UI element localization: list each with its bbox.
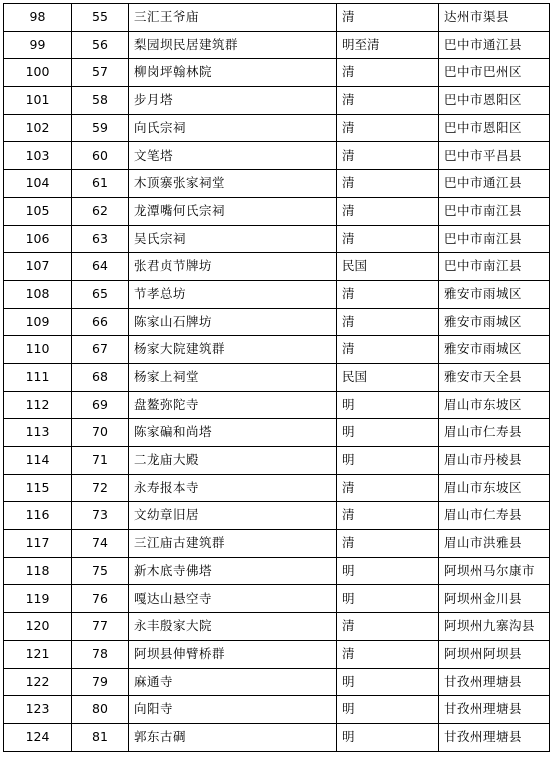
site-name-cell: 柳岗坪翰林院 [129, 59, 337, 87]
sub-number-cell: 62 [72, 197, 129, 225]
table-row [4, 474, 550, 502]
sub-number-cell: 74 [72, 530, 129, 558]
site-name-cell: 向阳寺 [129, 696, 337, 724]
era-cell: 明 [337, 723, 439, 751]
location-cell: 雅安市天全县 [439, 363, 550, 391]
era-cell: 清 [337, 336, 439, 364]
serial-number-cell: 124 [4, 723, 72, 751]
site-name-cell: 文幼章旧居 [129, 502, 337, 530]
era-cell: 明 [337, 447, 439, 475]
site-name-cell: 盘鳌弥陀寺 [129, 391, 337, 419]
serial-number-cell: 107 [4, 253, 72, 281]
era-cell: 民国 [337, 253, 439, 281]
sub-number-cell: 75 [72, 557, 129, 585]
serial-number-cell: 100 [4, 59, 72, 87]
table-row [4, 114, 550, 142]
serial-number-cell: 102 [4, 114, 72, 142]
location-cell: 甘孜州理塘县 [439, 668, 550, 696]
era-cell: 清 [337, 4, 439, 32]
site-name-cell: 吴氏宗祠 [129, 225, 337, 253]
table-row [4, 696, 550, 724]
site-name-cell: 杨家上祠堂 [129, 363, 337, 391]
serial-number-cell: 108 [4, 280, 72, 308]
sub-number-cell: 68 [72, 363, 129, 391]
sub-number-cell: 61 [72, 170, 129, 198]
location-cell: 眉山市仁寿县 [439, 419, 550, 447]
era-cell: 清 [337, 640, 439, 668]
location-cell: 阿坝州九寨沟县 [439, 613, 550, 641]
serial-number-cell: 113 [4, 419, 72, 447]
table-row [4, 391, 550, 419]
sub-number-cell: 66 [72, 308, 129, 336]
sub-number-cell: 59 [72, 114, 129, 142]
location-cell: 雅安市雨城区 [439, 336, 550, 364]
serial-number-cell: 106 [4, 225, 72, 253]
location-cell: 甘孜州理塘县 [439, 696, 550, 724]
sub-number-cell: 80 [72, 696, 129, 724]
table-row [4, 530, 550, 558]
era-cell: 清 [337, 87, 439, 115]
location-cell: 巴中市恩阳区 [439, 114, 550, 142]
era-cell: 清 [337, 114, 439, 142]
location-cell: 巴中市巴州区 [439, 59, 550, 87]
serial-number-cell: 111 [4, 363, 72, 391]
table-row [4, 280, 550, 308]
location-cell: 雅安市雨城区 [439, 280, 550, 308]
era-cell: 明 [337, 419, 439, 447]
era-cell: 清 [337, 59, 439, 87]
location-cell: 阿坝州马尔康市 [439, 557, 550, 585]
location-cell: 巴中市平昌县 [439, 142, 550, 170]
era-cell: 明 [337, 668, 439, 696]
era-cell: 清 [337, 308, 439, 336]
era-cell: 民国 [337, 363, 439, 391]
location-cell: 眉山市丹棱县 [439, 447, 550, 475]
table-row [4, 197, 550, 225]
location-cell: 眉山市东坡区 [439, 474, 550, 502]
table-row [4, 613, 550, 641]
sub-number-cell: 72 [72, 474, 129, 502]
site-name-cell: 永寿报本寺 [129, 474, 337, 502]
serial-number-cell: 109 [4, 308, 72, 336]
table-row [4, 585, 550, 613]
sub-number-cell: 67 [72, 336, 129, 364]
serial-number-cell: 122 [4, 668, 72, 696]
serial-number-cell: 112 [4, 391, 72, 419]
table-row [4, 336, 550, 364]
era-cell: 清 [337, 197, 439, 225]
era-cell: 明 [337, 391, 439, 419]
era-cell: 清 [337, 474, 439, 502]
era-cell: 清 [337, 170, 439, 198]
serial-number-cell: 114 [4, 447, 72, 475]
site-name-cell: 二龙庙大殿 [129, 447, 337, 475]
serial-number-cell: 115 [4, 474, 72, 502]
location-cell: 眉山市东坡区 [439, 391, 550, 419]
table-row [4, 4, 550, 32]
site-name-cell: 嘎达山悬空寺 [129, 585, 337, 613]
serial-number-cell: 99 [4, 31, 72, 59]
table-row [4, 87, 550, 115]
table-row [4, 59, 550, 87]
table-row [4, 225, 550, 253]
era-cell: 清 [337, 142, 439, 170]
serial-number-cell: 116 [4, 502, 72, 530]
serial-number-cell: 103 [4, 142, 72, 170]
table-row [4, 253, 550, 281]
table-row [4, 640, 550, 668]
table-row [4, 363, 550, 391]
location-cell: 阿坝州金川县 [439, 585, 550, 613]
table-row [4, 419, 550, 447]
table-row [4, 142, 550, 170]
sub-number-cell: 71 [72, 447, 129, 475]
sub-number-cell: 70 [72, 419, 129, 447]
sub-number-cell: 79 [72, 668, 129, 696]
serial-number-cell: 117 [4, 530, 72, 558]
sub-number-cell: 69 [72, 391, 129, 419]
era-cell: 明至清 [337, 31, 439, 59]
heritage-sites-table [3, 3, 550, 752]
site-name-cell: 向氏宗祠 [129, 114, 337, 142]
location-cell: 巴中市通江县 [439, 170, 550, 198]
serial-number-cell: 98 [4, 4, 72, 32]
serial-number-cell: 118 [4, 557, 72, 585]
location-cell: 雅安市雨城区 [439, 308, 550, 336]
era-cell: 清 [337, 502, 439, 530]
site-name-cell: 陈家碥和尚塔 [129, 419, 337, 447]
site-name-cell: 三江庙古建筑群 [129, 530, 337, 558]
location-cell: 巴中市南江县 [439, 197, 550, 225]
era-cell: 明 [337, 557, 439, 585]
location-cell: 阿坝州阿坝县 [439, 640, 550, 668]
site-name-cell: 麻通寺 [129, 668, 337, 696]
serial-number-cell: 120 [4, 613, 72, 641]
era-cell: 清 [337, 280, 439, 308]
table-body [4, 4, 550, 752]
era-cell: 清 [337, 225, 439, 253]
site-name-cell: 步月塔 [129, 87, 337, 115]
sub-number-cell: 56 [72, 31, 129, 59]
era-cell: 明 [337, 696, 439, 724]
sub-number-cell: 65 [72, 280, 129, 308]
sub-number-cell: 55 [72, 4, 129, 32]
sub-number-cell: 60 [72, 142, 129, 170]
era-cell: 清 [337, 530, 439, 558]
sub-number-cell: 57 [72, 59, 129, 87]
location-cell: 眉山市仁寿县 [439, 502, 550, 530]
serial-number-cell: 119 [4, 585, 72, 613]
serial-number-cell: 101 [4, 87, 72, 115]
location-cell: 巴中市南江县 [439, 225, 550, 253]
site-name-cell: 陈家山石牌坊 [129, 308, 337, 336]
location-cell: 巴中市南江县 [439, 253, 550, 281]
table-row [4, 447, 550, 475]
sub-number-cell: 63 [72, 225, 129, 253]
table-row [4, 170, 550, 198]
table-row [4, 557, 550, 585]
site-name-cell: 阿坝县伸臂桥群 [129, 640, 337, 668]
era-cell: 明 [337, 585, 439, 613]
serial-number-cell: 105 [4, 197, 72, 225]
table-row [4, 668, 550, 696]
sub-number-cell: 64 [72, 253, 129, 281]
serial-number-cell: 121 [4, 640, 72, 668]
table-row [4, 723, 550, 751]
site-name-cell: 文笔塔 [129, 142, 337, 170]
site-name-cell: 龙潭嘴何氏宗祠 [129, 197, 337, 225]
site-name-cell: 梨园坝民居建筑群 [129, 31, 337, 59]
era-cell: 清 [337, 613, 439, 641]
site-name-cell: 节孝总坊 [129, 280, 337, 308]
serial-number-cell: 110 [4, 336, 72, 364]
sub-number-cell: 77 [72, 613, 129, 641]
site-name-cell: 木顶寨张家祠堂 [129, 170, 337, 198]
sub-number-cell: 78 [72, 640, 129, 668]
serial-number-cell: 104 [4, 170, 72, 198]
sub-number-cell: 81 [72, 723, 129, 751]
location-cell: 巴中市恩阳区 [439, 87, 550, 115]
table-row [4, 308, 550, 336]
site-name-cell: 郭东古碉 [129, 723, 337, 751]
sub-number-cell: 76 [72, 585, 129, 613]
location-cell: 眉山市洪雅县 [439, 530, 550, 558]
location-cell: 达州市渠县 [439, 4, 550, 32]
location-cell: 巴中市通江县 [439, 31, 550, 59]
table-row [4, 502, 550, 530]
location-cell: 甘孜州理塘县 [439, 723, 550, 751]
site-name-cell: 张君贞节牌坊 [129, 253, 337, 281]
site-name-cell: 三汇王爷庙 [129, 4, 337, 32]
site-name-cell: 永丰殷家大院 [129, 613, 337, 641]
sub-number-cell: 58 [72, 87, 129, 115]
sub-number-cell: 73 [72, 502, 129, 530]
table-row [4, 31, 550, 59]
serial-number-cell: 123 [4, 696, 72, 724]
site-name-cell: 新木底寺佛塔 [129, 557, 337, 585]
site-name-cell: 杨家大院建筑群 [129, 336, 337, 364]
